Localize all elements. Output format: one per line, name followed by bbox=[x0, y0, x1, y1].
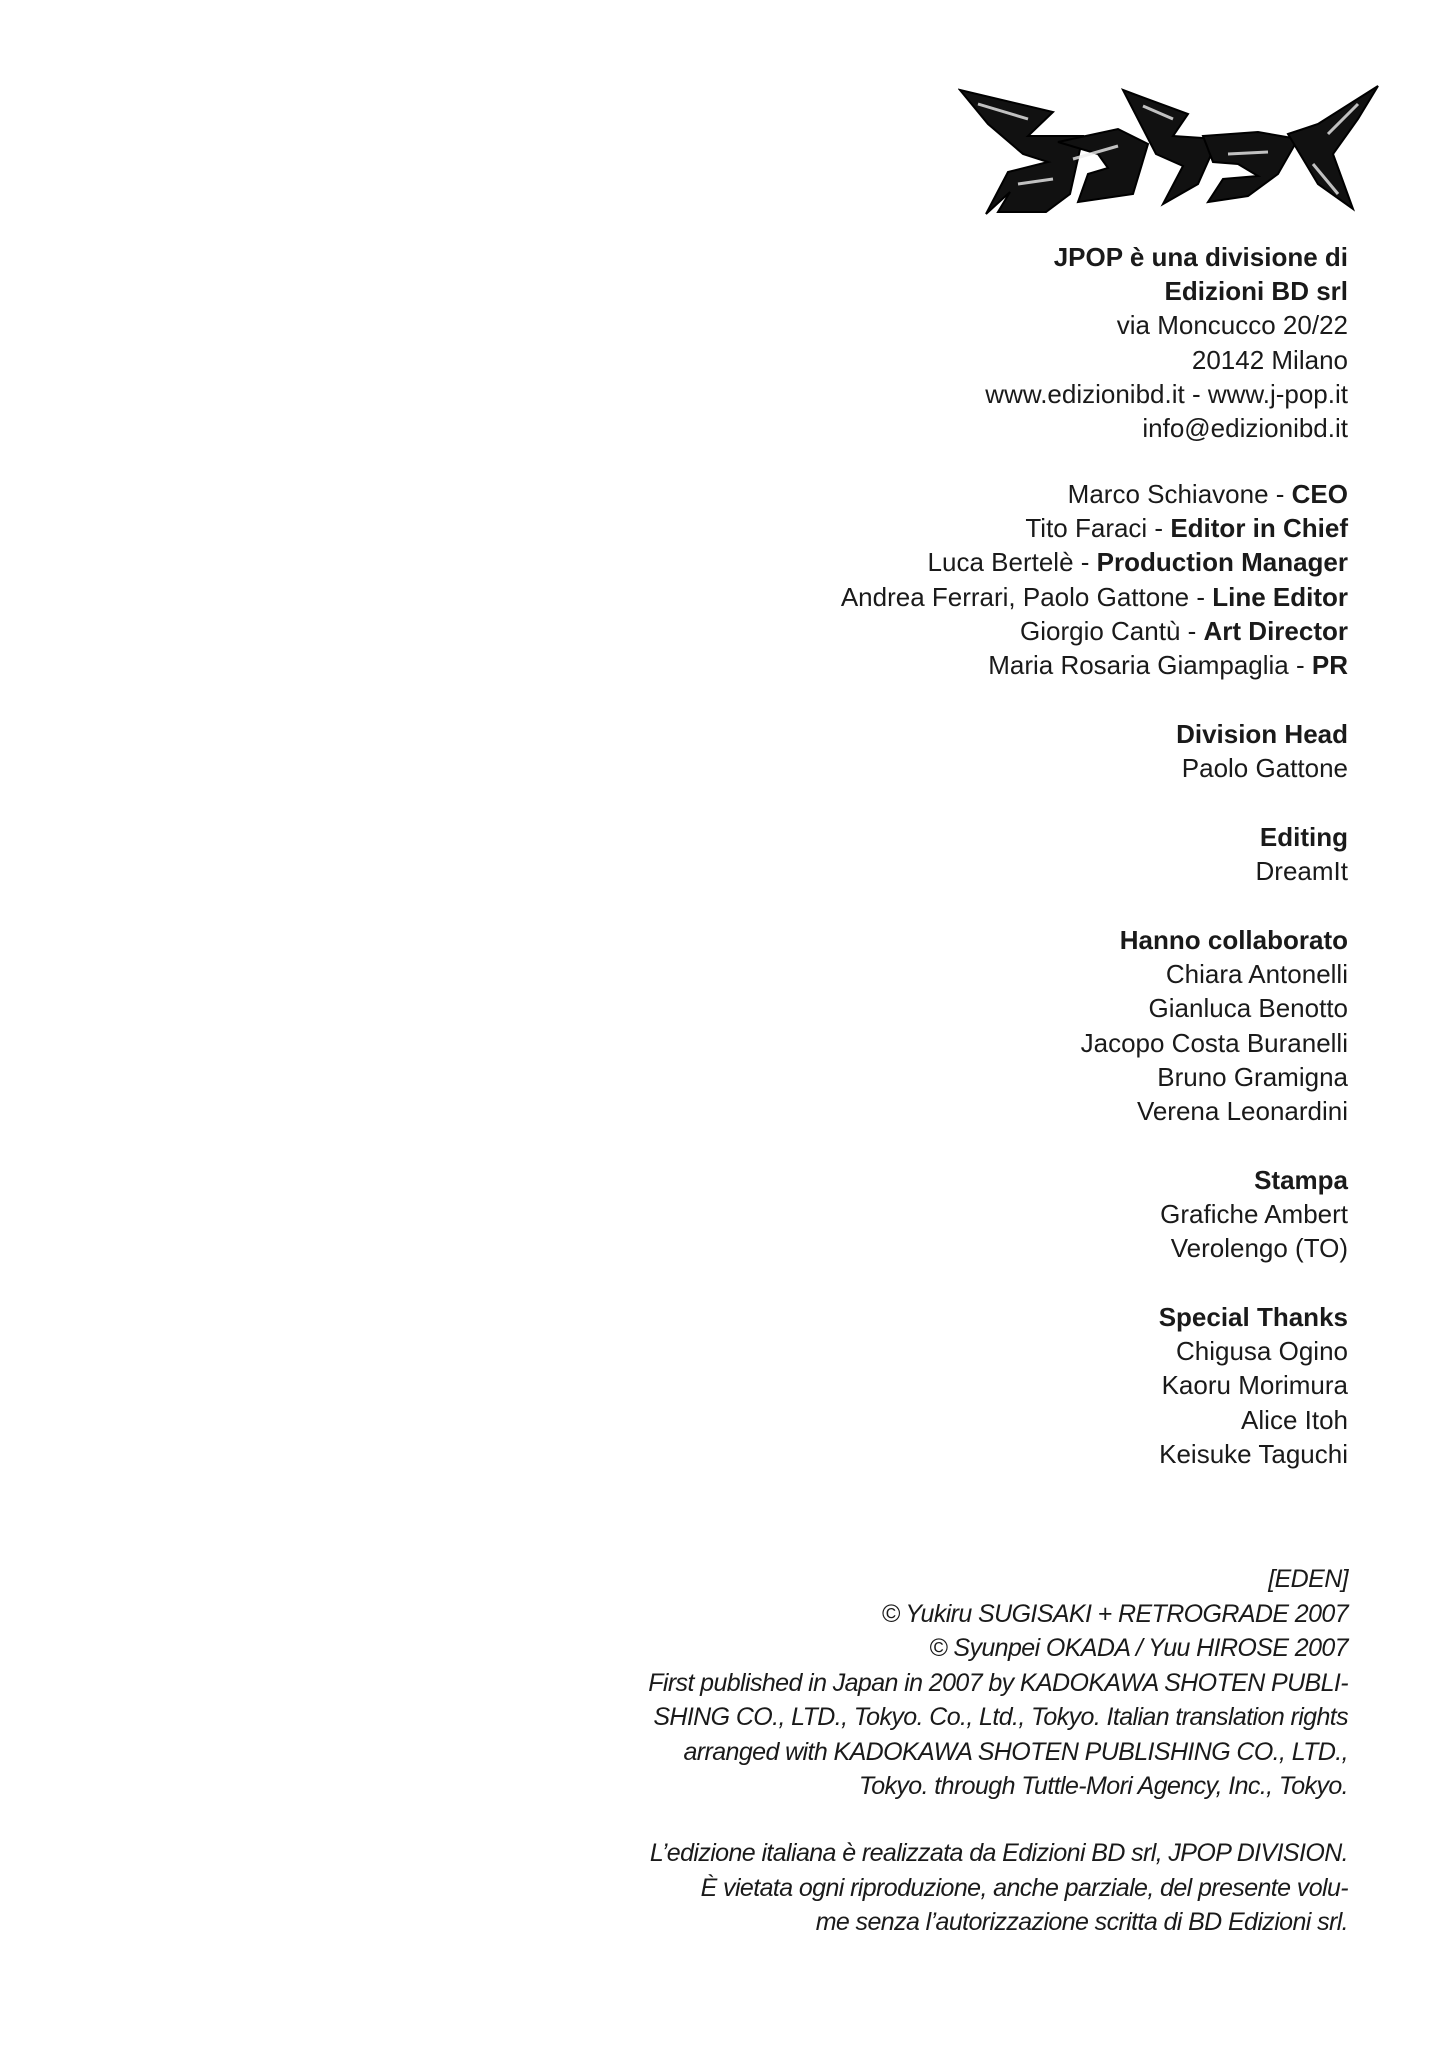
copyright-block bbox=[648, 1562, 1348, 1804]
eden-logo bbox=[958, 84, 1382, 218]
section-name: Paolo Gattone bbox=[1181, 753, 1348, 784]
publisher-email: info@edizionibd.it bbox=[1142, 413, 1348, 444]
copyright-line: First published in Japan in 2007 by KADOKAWA SHOTEN PUBLI- bbox=[648, 1668, 1348, 1697]
section-name: Verena Leonardini bbox=[1136, 1096, 1348, 1127]
publisher-line2: Edizioni BD srl bbox=[1164, 276, 1348, 307]
staff-item: Andrea Ferrari, Paolo Gattone - Line Editor bbox=[840, 581, 1348, 612]
legal-line: È vietata ogni riproduzione, anche parziale, del presente volu- bbox=[700, 1873, 1348, 1902]
publisher-city: 20142 Milano bbox=[1191, 344, 1348, 375]
publisher-info bbox=[985, 240, 1348, 445]
division-head-section bbox=[1176, 717, 1348, 785]
section-name: Verolengo (TO) bbox=[1170, 1233, 1348, 1264]
legal-block bbox=[650, 1836, 1348, 1940]
staff-item: Tito Faraci - Editor in Chief bbox=[1025, 513, 1348, 544]
section-title: Editing bbox=[1259, 822, 1348, 852]
staff-list bbox=[841, 477, 1348, 682]
legal-line: L’edizione italiana è realizzata da Edizioni BD srl, JPOP DIVISION. bbox=[649, 1839, 1348, 1867]
section-title: Division Head bbox=[1176, 719, 1348, 749]
staff-item: Giorgio Cantù - Art Director bbox=[1019, 615, 1348, 646]
copyright-line: [EDEN] bbox=[1268, 1565, 1348, 1593]
printing-section bbox=[1160, 1163, 1348, 1266]
section-name: Jacopo Costa Buranelli bbox=[1080, 1027, 1348, 1058]
publisher-web: www.edizionibd.it - www.j-pop.it bbox=[985, 378, 1348, 409]
section-title: Special Thanks bbox=[1158, 1302, 1348, 1332]
copyright-line: arranged with KADOKAWA SHOTEN PUBLISHING CO., LTD., bbox=[683, 1737, 1348, 1766]
staff-item: Maria Rosaria Giampaglia - PR bbox=[988, 650, 1348, 681]
section-name: Keisuke Taguchi bbox=[1159, 1438, 1348, 1469]
copyright-line: © Yukiru SUGISAKI + RETROGRADE 2007 bbox=[881, 1599, 1348, 1628]
section-name: Bruno Gramigna bbox=[1157, 1061, 1348, 1092]
collaborators-section bbox=[1081, 923, 1348, 1128]
thanks-section bbox=[1159, 1300, 1348, 1471]
staff-item: Luca Bertelè - Production Manager bbox=[927, 547, 1348, 578]
section-name: DreamIt bbox=[1255, 856, 1348, 887]
section-title: Hanno collaborato bbox=[1119, 925, 1348, 955]
section-name: Kaoru Morimura bbox=[1161, 1370, 1348, 1401]
legal-line: me senza l’autorizzazione scritta di BD Edizioni srl. bbox=[815, 1908, 1348, 1936]
copyright-line: © Syunpei OKADA / Yuu HIROSE 2007 bbox=[929, 1634, 1348, 1662]
section-name: Grafiche Ambert bbox=[1160, 1199, 1348, 1230]
editing-section bbox=[1256, 820, 1348, 888]
copyright-line: SHING CO., LTD., Tokyo. Co., Ltd., Tokyo. Italian translation rights bbox=[653, 1703, 1348, 1731]
section-name: Gianluca Benotto bbox=[1148, 993, 1348, 1024]
section-name: Chigusa Ogino bbox=[1176, 1336, 1348, 1367]
publisher-line1: JPOP è una divisione di bbox=[1053, 242, 1348, 272]
section-name: Chiara Antonelli bbox=[1165, 959, 1348, 990]
publisher-address: via Moncucco 20/22 bbox=[1116, 310, 1348, 341]
staff-item: Marco Schiavone - CEO bbox=[1067, 479, 1348, 509]
copyright-line: Tokyo. through Tuttle-Mori Agency, Inc., Tokyo. bbox=[858, 1772, 1348, 1800]
section-title: Stampa bbox=[1254, 1165, 1348, 1195]
section-name: Alice Itoh bbox=[1241, 1404, 1348, 1435]
